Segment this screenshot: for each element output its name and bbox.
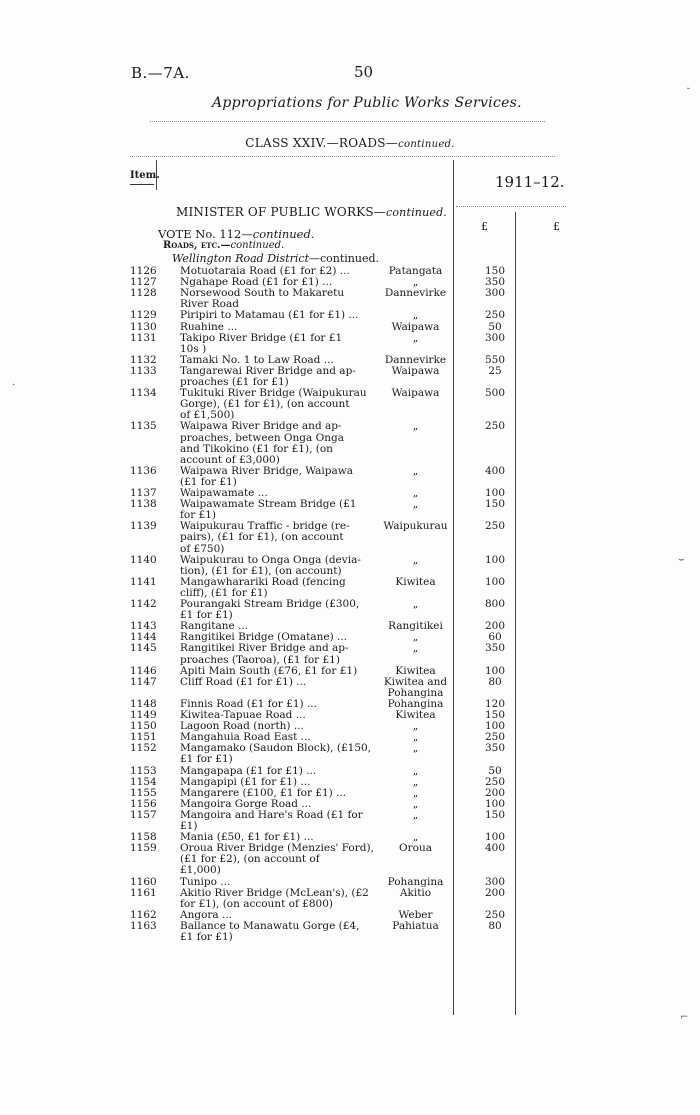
item-amount: 150 xyxy=(484,709,506,721)
table-row xyxy=(0,877,700,888)
item-locality: Dannevirke xyxy=(384,353,447,366)
item-column-header: Item. xyxy=(130,170,160,181)
item-number: 1126 xyxy=(130,265,157,277)
item-locality: Waipawa xyxy=(391,320,440,333)
item-number: 1150 xyxy=(130,720,157,733)
item-locality: Patangata xyxy=(388,265,443,277)
table-row xyxy=(0,288,700,299)
item-description: Rangitane ... xyxy=(180,620,249,633)
pound-symbol-1: £ xyxy=(481,220,488,233)
item-number: 1132 xyxy=(130,353,157,366)
table-row xyxy=(0,810,700,821)
table-row xyxy=(0,643,700,654)
table-row xyxy=(0,677,700,688)
table-row xyxy=(0,888,700,899)
item-locality: Akitio xyxy=(399,886,432,899)
table-row xyxy=(0,777,700,788)
item-number: 1140 xyxy=(130,553,157,566)
item-description: Waipukurau to Onga Onga (devia- xyxy=(180,553,361,566)
item-amount: 100 xyxy=(484,575,506,588)
item-locality: „ xyxy=(412,498,419,511)
item-amount: 550 xyxy=(484,353,506,366)
item-amount: 250 xyxy=(484,309,506,322)
district-suffix: —continued. xyxy=(308,252,380,265)
item-description: Motuotaraia Road (£1 for £2) ... xyxy=(180,265,350,277)
table-row xyxy=(0,388,700,399)
margin-mark: ˘ xyxy=(686,88,691,99)
item-amount: 100 xyxy=(484,553,506,566)
district-heading xyxy=(172,252,379,265)
item-amount: 50 xyxy=(488,764,502,777)
item-number: 1142 xyxy=(130,598,157,610)
item-locality: Dannevirke xyxy=(384,287,447,300)
item-description: of £1,500) xyxy=(180,409,235,422)
item-description: Gorge), (£1 for £1), (on account xyxy=(180,398,350,411)
item-description: Cliff Road (£1 for £1) ... xyxy=(180,675,307,688)
table-row xyxy=(0,766,700,777)
item-locality: Oroua xyxy=(399,842,432,855)
item-amount: 100 xyxy=(484,664,506,677)
item-locality: „ xyxy=(412,598,419,610)
item-amount: 150 xyxy=(484,498,506,511)
item-number: 1141 xyxy=(130,575,157,588)
table-row xyxy=(0,843,700,854)
item-description: Tukituki River Bridge (Waipukurau xyxy=(180,387,367,400)
item-description: £1) xyxy=(180,820,198,832)
minister-suffix: continued. xyxy=(385,206,448,219)
item-amount: 300 xyxy=(484,287,506,300)
item-description: Tamaki No. 1 to Law Road ... xyxy=(180,353,334,366)
item-description: Finnis Road (£1 for £1) ... xyxy=(180,697,317,710)
pound-symbol-2: £ xyxy=(553,220,560,233)
item-description: £1 for £1) xyxy=(180,753,233,766)
item-amount: 250 xyxy=(484,520,506,533)
item-number: 1151 xyxy=(130,731,157,744)
table-row xyxy=(0,410,700,421)
item-locality: Kiwitea xyxy=(395,575,436,588)
table-row xyxy=(0,421,700,432)
table-row xyxy=(0,721,700,732)
item-locality: Waipawa xyxy=(391,364,440,377)
item-description: account of £3,000) xyxy=(180,453,280,466)
item-amount: 400 xyxy=(484,464,506,477)
item-description: £1,000) xyxy=(180,864,221,877)
table-row xyxy=(0,499,700,510)
item-locality: Pohangina xyxy=(387,697,444,710)
item-locality: „ xyxy=(412,331,419,344)
item-description: Akitio River Bridge (McLean's), (£2 xyxy=(180,886,369,899)
item-amount: 120 xyxy=(484,697,506,710)
table-row xyxy=(0,688,700,699)
item-number: 1160 xyxy=(130,875,157,888)
minister-prefix: MINISTER OF PUBLIC WORKS— xyxy=(176,205,386,219)
item-number: 1139 xyxy=(130,520,157,533)
item-number: 1143 xyxy=(130,620,157,633)
item-locality: „ xyxy=(412,808,419,821)
table-row xyxy=(0,743,700,754)
item-description: Oroua River Bridge (Menzies' Ford), xyxy=(180,842,374,855)
table-row xyxy=(0,921,700,932)
item-amount: 400 xyxy=(484,842,506,855)
table-row xyxy=(0,632,700,643)
table-row xyxy=(0,754,700,765)
item-locality: Pahiatua xyxy=(392,919,439,932)
item-description: tion), (£1 for £1), (on account) xyxy=(180,564,342,577)
item-locality: „ xyxy=(412,764,419,777)
table-row xyxy=(0,788,700,799)
item-description: Mangahuia Road East ... xyxy=(180,731,311,744)
item-amount: 350 xyxy=(484,276,506,289)
item-amount: 100 xyxy=(484,487,506,499)
item-locality: „ xyxy=(412,420,419,433)
item-description: £1 for £1) xyxy=(180,609,233,622)
item-description: pairs), (£1 for £1), (on account xyxy=(180,531,344,544)
item-description: proaches, between Onga Onga xyxy=(180,431,344,444)
item-description: Mangawharariki Road (fencing xyxy=(180,575,346,588)
item-description: Tangarewai River Bridge and ap- xyxy=(180,364,356,377)
item-description: Kiwitea-Tapuae Road ... xyxy=(180,709,306,721)
table-row xyxy=(0,610,700,621)
table-row xyxy=(0,399,700,410)
vote-prefix: VOTE No. 112— xyxy=(158,227,253,241)
item-description: for £1), (on account of £800) xyxy=(180,897,334,910)
item-number: 1152 xyxy=(130,742,157,755)
year-column-header: 1911–12. xyxy=(495,173,565,191)
item-locality: „ xyxy=(412,731,419,744)
table-row xyxy=(0,322,700,333)
item-locality: „ xyxy=(412,775,419,788)
item-description: Angora ... xyxy=(180,908,233,921)
item-locality: „ xyxy=(412,464,419,477)
table-row xyxy=(0,466,700,477)
item-number: 1163 xyxy=(130,919,157,932)
item-number: 1129 xyxy=(130,309,157,322)
item-amount: 100 xyxy=(484,831,506,844)
item-number: 1148 xyxy=(130,697,157,710)
table-row xyxy=(0,510,700,521)
item-number: 1159 xyxy=(130,842,157,855)
item-description: Waipawamate Stream Bridge (£1 xyxy=(180,498,357,511)
margin-mark: · xyxy=(12,380,16,391)
item-description: Mangapipi (£1 for £1) ... xyxy=(180,775,311,788)
item-locality: Pohangina xyxy=(387,875,444,888)
item-number: 1156 xyxy=(130,797,157,810)
table-row xyxy=(0,532,700,543)
table-row xyxy=(0,899,700,910)
item-number: 1131 xyxy=(130,331,157,344)
table-row xyxy=(0,854,700,865)
item-column-divider xyxy=(156,160,157,190)
item-description: of £750) xyxy=(180,542,225,555)
item-description: Waipawamate ... xyxy=(180,487,268,499)
vote-heading xyxy=(158,227,315,241)
item-number: 1136 xyxy=(130,464,157,477)
item-locality: „ xyxy=(412,742,419,755)
table-row xyxy=(0,666,700,677)
item-number: 1161 xyxy=(130,886,157,899)
item-locality: „ xyxy=(412,553,419,566)
item-amount: 60 xyxy=(488,631,502,644)
item-number: 1134 xyxy=(130,387,157,400)
item-description: Mania (£50, £1 for £1) ... xyxy=(180,831,314,844)
roads-suffix: continued. xyxy=(230,240,285,251)
page-number: 50 xyxy=(354,63,374,81)
item-description: proaches (Taoroa), (£1 for £1) xyxy=(180,653,340,666)
item-description: Waipawa River Bridge, Waipawa xyxy=(180,464,353,477)
table-row xyxy=(0,277,700,288)
item-description: £1 for £1) xyxy=(180,931,233,943)
table-row xyxy=(0,433,700,444)
item-description: Ruahine ... xyxy=(180,320,238,333)
roads-prefix: Roads, etc.— xyxy=(163,240,231,251)
item-description: Piripiri to Matamau (£1 for £1) ... xyxy=(180,309,359,322)
page-title: Appropriations for Public Works Services. xyxy=(212,95,522,111)
item-amount: 80 xyxy=(488,919,502,932)
table-row xyxy=(0,333,700,344)
item-locality: „ xyxy=(412,642,419,655)
item-amount: 250 xyxy=(484,908,506,921)
item-locality: Kiwitea and xyxy=(383,675,448,688)
item-locality: Waipukurau xyxy=(383,520,448,533)
item-number: 1130 xyxy=(130,320,157,333)
item-description: Mangamako (Saudon Block), (£150, xyxy=(180,742,372,755)
item-description: Mangoira Gorge Road ... xyxy=(180,797,312,810)
table-row xyxy=(0,621,700,632)
item-description: Apiti Main South (£76, £1 for £1) xyxy=(180,664,358,677)
margin-mark: ⌣ xyxy=(678,554,685,565)
vote-suffix: continued. xyxy=(252,227,315,241)
table-row xyxy=(0,521,700,532)
item-number: 1155 xyxy=(130,786,157,799)
item-amount: 250 xyxy=(484,775,506,788)
item-description: River Road xyxy=(180,298,239,311)
item-locality: „ xyxy=(412,276,419,289)
item-description: 10s ) xyxy=(180,342,207,355)
item-amount: 350 xyxy=(484,742,506,755)
item-amount: 150 xyxy=(484,808,506,821)
item-amount: 80 xyxy=(488,675,502,688)
item-description: (£1 for £1) xyxy=(180,475,237,488)
class-heading-suffix: continued. xyxy=(398,139,455,150)
table-row xyxy=(0,344,700,355)
item-amount: 300 xyxy=(484,331,506,344)
item-description: Waipukurau Traffic - bridge (re- xyxy=(180,520,350,533)
table-row xyxy=(0,366,700,377)
table-row xyxy=(0,310,700,321)
table-row xyxy=(0,865,700,876)
margin-mark: ⌐ xyxy=(680,1012,689,1023)
item-description: Rangitikei Bridge (Omatane) ... xyxy=(180,631,348,644)
item-description: Tunipo ... xyxy=(180,875,231,888)
item-locality: „ xyxy=(412,487,419,499)
item-description: Norsewood South to Makaretu xyxy=(180,287,345,300)
item-amount: 150 xyxy=(484,265,506,277)
section-heading xyxy=(176,205,447,219)
item-description: Ballance to Manawatu Gorge (£4, xyxy=(180,919,360,932)
item-number: 1158 xyxy=(130,831,157,844)
item-amount: 200 xyxy=(484,620,506,633)
item-locality: Rangitikei xyxy=(388,620,443,633)
table-row xyxy=(0,577,700,588)
item-locality: Kiwitea xyxy=(395,709,436,721)
item-amount: 250 xyxy=(484,420,506,433)
table-row xyxy=(0,599,700,610)
item-locality: Pohangina xyxy=(387,686,444,699)
item-number: 1162 xyxy=(130,908,157,921)
class-heading xyxy=(0,136,700,150)
table-row xyxy=(0,566,700,577)
item-amount: 25 xyxy=(488,364,502,377)
item-description: proaches (£1 for £1) xyxy=(180,376,289,388)
item-number: 1138 xyxy=(130,498,157,511)
item-description: Ngahape Road (£1 for £1) ... xyxy=(180,276,333,289)
item-locality: Kiwitea xyxy=(395,664,436,677)
item-description: Mangoira and Hare's Road (£1 for xyxy=(180,808,363,821)
item-number: 1157 xyxy=(130,808,157,821)
roads-heading xyxy=(163,240,284,251)
item-amount: 500 xyxy=(484,387,506,400)
item-locality: „ xyxy=(412,309,419,322)
item-description: Lagoon Road (north) ... xyxy=(180,720,304,733)
item-amount: 100 xyxy=(484,720,506,733)
item-number: 1147 xyxy=(130,675,157,688)
item-number: 1133 xyxy=(130,364,157,377)
class-heading-prefix: CLASS XXIV.—ROADS— xyxy=(245,136,399,150)
year-rule xyxy=(456,206,566,207)
item-description: Rangitikei River Bridge and ap- xyxy=(180,642,349,655)
item-description: Takipo River Bridge (£1 for £1 xyxy=(180,331,343,344)
item-amount: 50 xyxy=(488,320,502,333)
item-amount: 800 xyxy=(484,598,506,610)
item-number: 1135 xyxy=(130,420,157,433)
table-row xyxy=(0,655,700,666)
item-number: 1144 xyxy=(130,631,157,644)
item-number: 1153 xyxy=(130,764,157,777)
item-amount: 100 xyxy=(484,797,506,810)
item-number: 1145 xyxy=(130,642,157,655)
item-locality: Waipawa xyxy=(391,387,440,400)
table-row xyxy=(0,444,700,455)
item-amount: 350 xyxy=(484,642,506,655)
table-row xyxy=(0,821,700,832)
item-locality: „ xyxy=(412,720,419,733)
item-description: Waipawa River Bridge and ap- xyxy=(180,420,342,433)
item-number: 1154 xyxy=(130,775,157,788)
item-locality: Weber xyxy=(398,908,433,921)
item-amount: 200 xyxy=(484,886,506,899)
item-number: 1149 xyxy=(130,709,157,721)
table-row xyxy=(0,555,700,566)
item-description: Mangapapa (£1 for £1) ... xyxy=(180,764,317,777)
table-top-rule xyxy=(130,156,555,157)
table-row xyxy=(0,710,700,721)
item-locality: „ xyxy=(412,797,419,810)
table-row xyxy=(0,699,700,710)
table-row xyxy=(0,932,700,943)
item-header-rule xyxy=(130,184,154,185)
item-description: Mangarere (£100, £1 for £1) ... xyxy=(180,786,347,799)
item-description: (£1 for £2), (on account of xyxy=(180,853,320,866)
item-number: 1146 xyxy=(130,664,157,677)
document-code: B.—7A. xyxy=(131,64,190,82)
item-number: 1127 xyxy=(130,276,157,289)
item-locality: „ xyxy=(412,831,419,844)
item-amount: 200 xyxy=(484,786,506,799)
item-description: cliff), (£1 for £1) xyxy=(180,586,268,599)
item-description: Pourangaki Stream Bridge (£300, xyxy=(180,598,360,610)
item-description: for £1) xyxy=(180,509,217,522)
item-number: 1128 xyxy=(130,287,157,300)
item-amount: 300 xyxy=(484,875,506,888)
item-locality: „ xyxy=(412,786,419,799)
item-number: 1137 xyxy=(130,487,157,499)
item-locality: „ xyxy=(412,631,419,644)
item-amount: 250 xyxy=(484,731,506,744)
table-row xyxy=(0,266,700,277)
title-rule xyxy=(150,121,545,122)
item-description: and Tikokino (£1 for £1), (on xyxy=(180,442,333,455)
table-row xyxy=(0,544,700,555)
table-row xyxy=(0,477,700,488)
district-prefix: Wellington Road District xyxy=(172,252,309,265)
